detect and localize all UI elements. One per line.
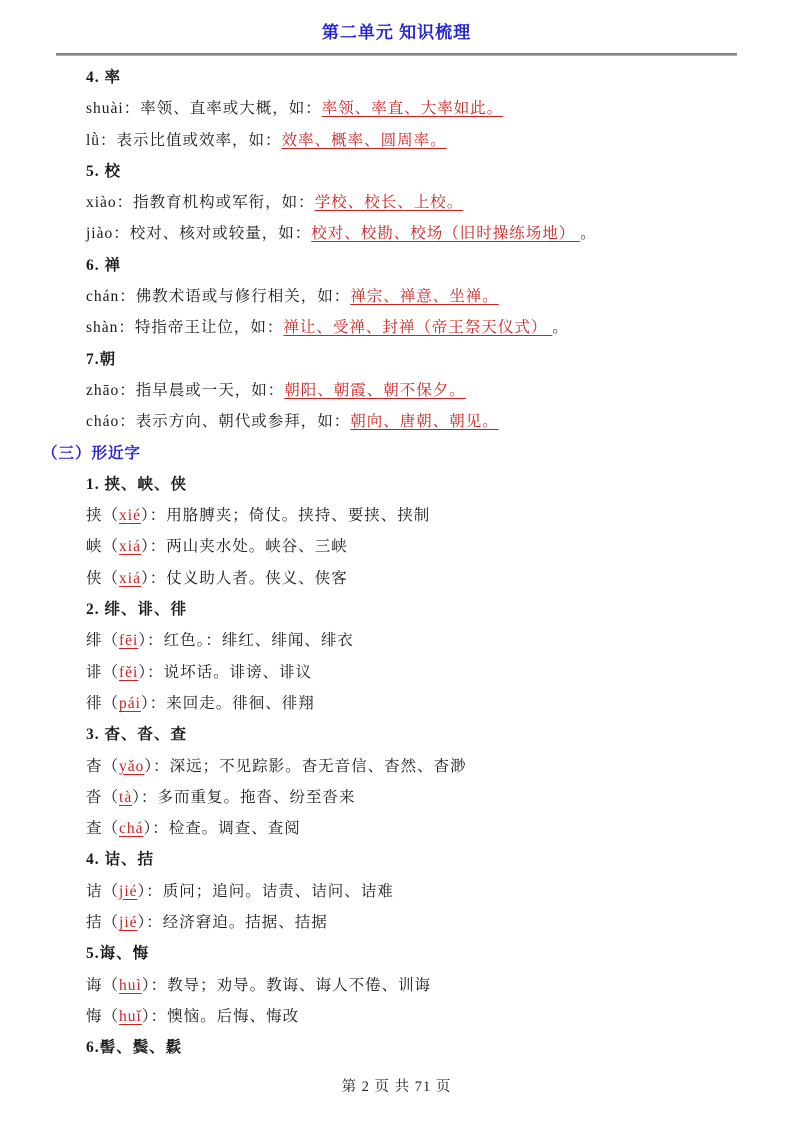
definition-line xyxy=(0,531,793,562)
body-text: 悔（ xyxy=(86,1007,120,1025)
body-text: 2. 绯、诽、徘 xyxy=(86,601,188,619)
page-number: 第 2 页 共 71 页 xyxy=(341,1079,452,1095)
body-text: 。 xyxy=(552,319,569,337)
body-text: 诘（ xyxy=(86,882,120,900)
highlight-text: 学校、校长、上校。 xyxy=(314,194,464,212)
body-text: 4. 率 xyxy=(86,69,122,86)
body-text: ）：来回走。徘徊、徘翔 xyxy=(140,694,315,712)
highlight-text: yǎo xyxy=(119,757,145,775)
group-heading xyxy=(0,719,793,750)
body-text: 绯（ xyxy=(86,632,120,650)
group-heading xyxy=(0,250,793,281)
definition-line xyxy=(0,500,793,531)
highlight-text: 禅让、受禅、封禅（帝王祭天仪式） xyxy=(283,319,553,337)
body-text: 查（ xyxy=(86,820,120,838)
highlight-text: xié xyxy=(119,507,141,525)
body-text: ）：检查。调查、查阅 xyxy=(143,820,301,838)
definition-line xyxy=(0,657,793,688)
highlight-text: 率领、率直、大率如此。 xyxy=(321,100,504,118)
highlight-text: huì xyxy=(119,976,142,994)
definition-line xyxy=(0,281,793,312)
highlight-text: 朝阳、朝霞、朝不保夕。 xyxy=(284,381,466,399)
body-text: xiào：指教育机构或军衔，如： xyxy=(86,194,315,212)
body-text: zhāo：指早晨或一天，如： xyxy=(86,381,285,399)
highlight-text: huǐ xyxy=(119,1007,142,1025)
body-text: 5. 校 xyxy=(86,162,122,180)
body-text: 杳（ xyxy=(86,757,120,775)
highlight-text: xiá xyxy=(119,569,141,587)
definition-line xyxy=(0,970,793,1001)
group-heading xyxy=(0,344,793,375)
body-text: 徘（ xyxy=(86,694,120,712)
body-text: 峡（ xyxy=(86,538,120,556)
definition-line xyxy=(0,312,793,343)
group-heading xyxy=(0,62,793,93)
body-text: ）：两山夹水处。峡谷、三峡 xyxy=(140,538,348,556)
definition-line xyxy=(0,563,793,594)
group-heading xyxy=(0,156,793,187)
body-text: 。 xyxy=(580,225,597,243)
highlight-text: 朝向、唐朝、朝见。 xyxy=(350,413,499,431)
definition-line xyxy=(0,688,793,719)
highlight-text: jié xyxy=(119,882,138,900)
definition-line xyxy=(0,813,793,844)
body-text: cháo：表示方向、朝代或参拜，如： xyxy=(86,413,351,431)
group-heading xyxy=(0,938,793,969)
body-text: shuài：率领、直率或大概，如： xyxy=(86,100,322,118)
highlight-text: 校对、校勘、校场（旧时操练场地） xyxy=(311,225,581,243)
body-text: ）：说坏话。诽谤、诽议 xyxy=(138,663,313,681)
page-footer xyxy=(0,1075,793,1096)
highlight-text: tà xyxy=(119,788,133,806)
body-text: ）：经济窘迫。拮据、拮据 xyxy=(137,914,328,932)
highlight-text: 效率、概率、圆周率。 xyxy=(281,131,447,149)
body-text: ）：懊恼。后悔、悔改 xyxy=(141,1007,300,1025)
definition-line xyxy=(0,93,793,124)
highlight-text: pái xyxy=(119,694,141,712)
body-text: 4. 诘、拮 xyxy=(86,851,155,869)
definition-line xyxy=(0,125,793,156)
highlight-text: fēi xyxy=(119,632,139,650)
group-heading xyxy=(0,844,793,875)
definition-line xyxy=(0,907,793,938)
group-heading xyxy=(0,594,793,625)
body-text: 拮（ xyxy=(86,914,120,932)
definition-line xyxy=(0,751,793,782)
body-text: 6.髻、鬓、鬏 xyxy=(86,1039,183,1057)
definition-line xyxy=(0,375,793,406)
group-heading xyxy=(0,1032,793,1063)
body-text: ）：红色。：绯红、绯闻、绯衣 xyxy=(138,632,354,650)
body-text: shàn：特指帝王让位，如： xyxy=(86,319,284,337)
definition-line xyxy=(0,625,793,656)
section-heading-blue xyxy=(0,438,793,469)
highlight-text: xiá xyxy=(119,538,141,556)
body-text: ）：多而重复。拖沓、纷至沓来 xyxy=(132,788,356,806)
body-text: chán：佛教术语或与修行相关，如： xyxy=(86,288,351,306)
body-text: 诽（ xyxy=(86,663,120,681)
body-text: lǜ：表示比值或效率，如： xyxy=(86,131,282,149)
body-text: ）：用胳膊夹；倚仗。挟持、要挟、挟制 xyxy=(140,507,431,525)
page-header xyxy=(0,0,793,56)
definition-line xyxy=(0,187,793,218)
body-text: ）：深远；不见踪影。杳无音信、杳然、杳渺 xyxy=(144,757,467,775)
body-text: 1. 挟、峡、侠 xyxy=(86,475,188,493)
definition-line xyxy=(0,876,793,907)
header-divider xyxy=(56,53,737,56)
body-text: 诲（ xyxy=(86,976,120,994)
group-heading xyxy=(0,469,793,500)
definition-line xyxy=(0,406,793,437)
highlight-text: 禅宗、禅意、坐禅。 xyxy=(350,288,499,306)
highlight-text: fěi xyxy=(119,663,139,681)
body-text: 6. 禅 xyxy=(86,256,122,274)
definition-line xyxy=(0,1001,793,1032)
body-text: 7.朝 xyxy=(86,350,117,368)
body-text: （三）形近字 xyxy=(42,444,142,462)
body-text: 5.诲、悔 xyxy=(86,945,150,963)
body-text: 侠（ xyxy=(86,569,120,587)
body-text: ）：仗义助人者。侠义、侠客 xyxy=(140,569,348,587)
definition-line xyxy=(0,218,793,249)
body-text: 3. 杳、沓、查 xyxy=(86,726,188,744)
body-text: jiào：校对、核对或较量，如： xyxy=(86,225,312,243)
highlight-text: jié xyxy=(119,914,138,932)
body-text: 挟（ xyxy=(86,507,120,525)
page-title: 第二单元 知识梳理 xyxy=(321,23,472,42)
document-body xyxy=(0,62,793,1064)
body-text: 沓（ xyxy=(86,788,120,806)
definition-line xyxy=(0,782,793,813)
body-text: ）：教导；劝导。教诲、诲人不倦、训诲 xyxy=(141,976,432,994)
body-text: ）：质问；追问。诘责、诘问、诘难 xyxy=(137,882,394,900)
highlight-text: chá xyxy=(119,820,144,838)
